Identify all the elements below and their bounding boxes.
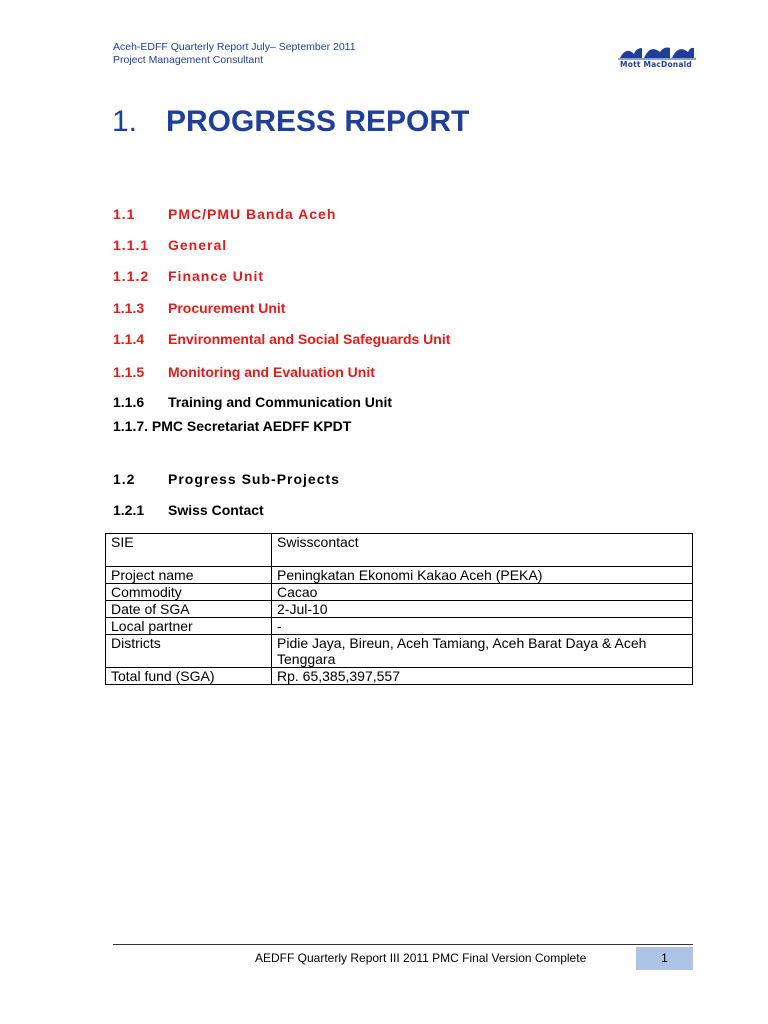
page-title-text: PROGRESS REPORT	[166, 105, 470, 138]
page-number: 1	[636, 947, 693, 970]
table-row	[106, 584, 693, 601]
section-title: Procurement Unit	[168, 300, 286, 316]
table-row	[106, 601, 693, 618]
page-header	[113, 41, 356, 67]
header-report-title: Aceh-EDFF Quarterly Report July– September 2011	[113, 41, 356, 53]
table-value: 2-Jul-10	[272, 601, 693, 618]
section-title: Training and Communication Unit	[168, 394, 392, 410]
table-key: Total fund (SGA)	[106, 668, 272, 685]
section-number: 1.2	[113, 471, 136, 487]
section-number: 1.1.1	[113, 237, 150, 253]
mott-macdonald-logo	[616, 44, 696, 72]
table-key: Local partner	[106, 618, 272, 635]
section-title: Finance Unit	[168, 268, 265, 284]
footer-divider	[113, 944, 693, 945]
table-key: Date of SGA	[106, 601, 272, 618]
section-number: 1.1.5	[113, 364, 145, 380]
table-row	[106, 618, 693, 635]
section-title: 1.1.7. PMC Secretariat AEDFF KPDT	[113, 418, 352, 434]
section-number: 1.1.2	[113, 268, 150, 284]
section-title: Monitoring and Evaluation Unit	[168, 364, 375, 380]
section-title: Environmental and Social Safeguards Unit	[168, 331, 451, 347]
page-title	[112, 104, 470, 140]
table-key: SIE	[106, 534, 272, 567]
table-value: Pidie Jaya, Bireun, Aceh Tamiang, Aceh Barat Daya & Aceh Tenggara	[272, 635, 693, 668]
table-key: Commodity	[106, 584, 272, 601]
footer-text: AEDFF Quarterly Report III 2011 PMC Final Version Complete	[255, 951, 587, 965]
table-row	[106, 567, 693, 584]
table-value: Rp. 65,385,397,557	[272, 668, 693, 685]
table-row	[106, 635, 693, 668]
table-value: Swisscontact	[272, 534, 693, 567]
header-subtitle: Project Management Consultant	[113, 54, 263, 66]
section-number: 1.1.3	[113, 300, 145, 316]
table-value: -	[272, 618, 693, 635]
section-number: 1.1.4	[113, 331, 145, 347]
section-title: General	[168, 237, 228, 253]
section-number: 1.2.1	[113, 502, 145, 518]
section-title: Progress Sub-Projects	[168, 471, 340, 487]
section-number: 1.1.6	[113, 394, 145, 410]
section-number: 1.1	[113, 206, 136, 222]
section-title: Swiss Contact	[168, 502, 264, 518]
section-title: PMC/PMU Banda Aceh	[168, 206, 337, 222]
project-info-table	[105, 533, 693, 685]
table-key: Project name	[106, 567, 272, 584]
table-key: Districts	[106, 635, 272, 668]
table-value: Peningkatan Ekonomi Kakao Aceh (PEKA)	[272, 567, 693, 584]
table-row	[106, 534, 693, 567]
page-title-number: 1.	[112, 105, 138, 138]
section-1-1-7	[113, 418, 351, 434]
table-row	[106, 668, 693, 685]
logo-text: Mott MacDonald	[620, 60, 692, 69]
table-value: Cacao	[272, 584, 693, 601]
